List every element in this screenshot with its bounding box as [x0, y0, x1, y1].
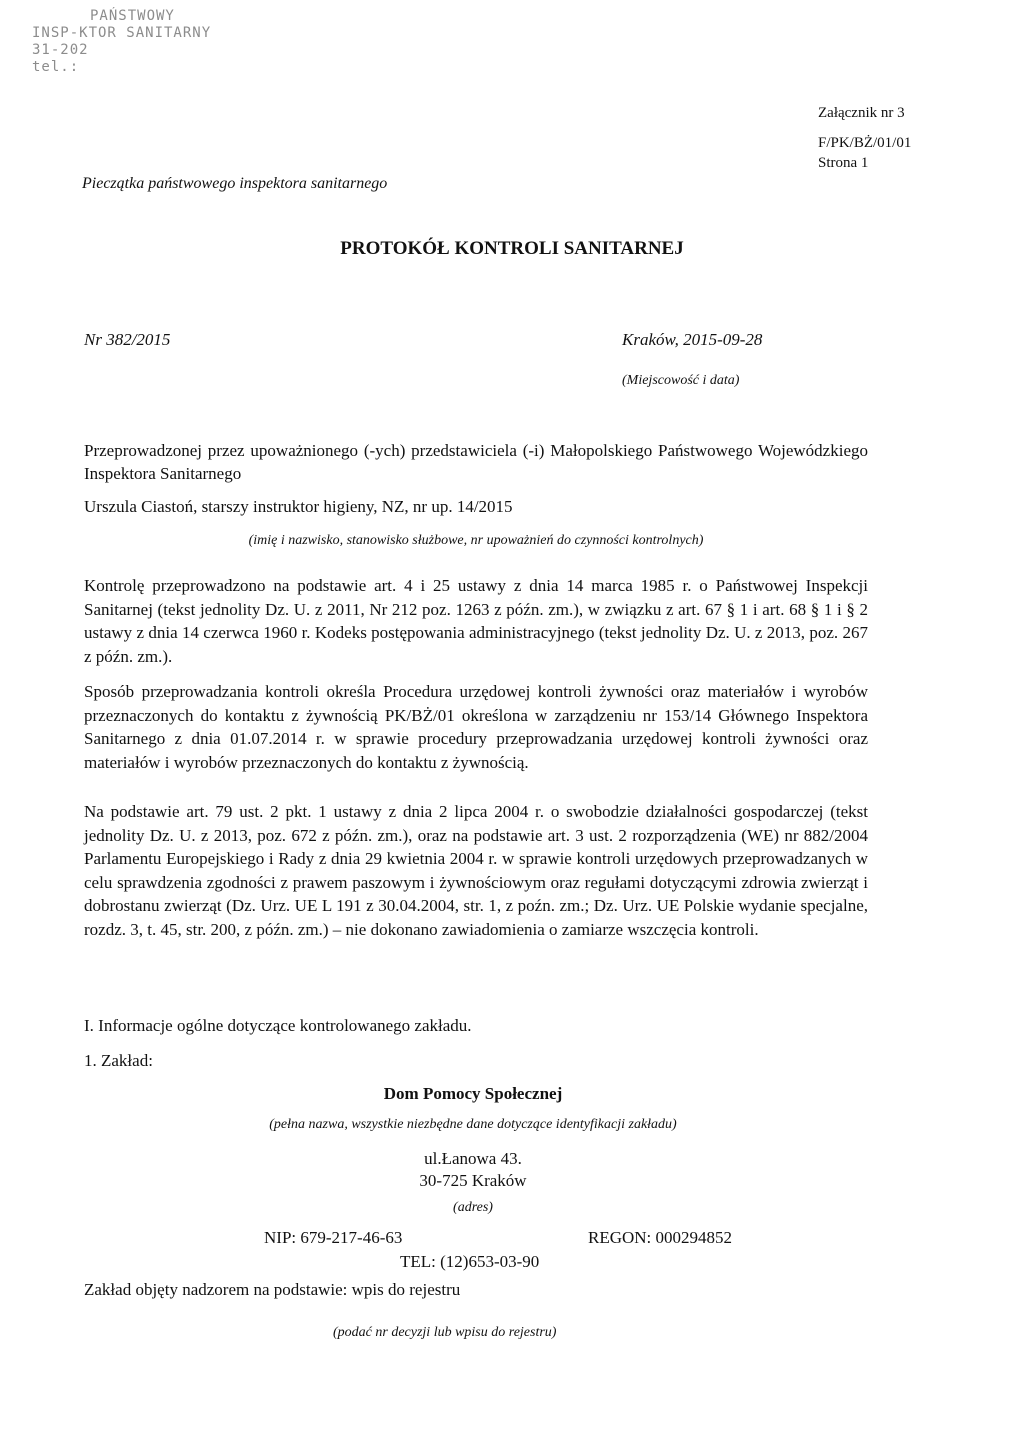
- document-header: [818, 102, 911, 172]
- stamp-caption: Pieczątka państwowego inspektora sanitarnego: [82, 175, 388, 192]
- page-label: Strona 1: [818, 155, 869, 171]
- facility-phone: TEL: (12)653-03-90: [400, 1252, 540, 1271]
- facility-nip: NIP: 679-217-46-63: [264, 1228, 403, 1247]
- notice-paragraph: Na podstawie art. 79 ust. 2 pkt. 1 ustawy z dnia 2 lipca 2004 r. o swobodzie działalności gospodarczej (tekst jednolity Dz. U. z 2013, poz. 672 z późn. zm.), oraz na podstawie art. 3 ust. 2 rozporządzenia (WE) nr 882/2004 Parlamentu Europejskiego i Rady z dnia 29 kwietnia 2004 r. w sprawie kontroli urzędowych przeprowadzanych w celu sprawdzenia zgodności z prawem paszowym i żywnościowym oraz regułami dotyczącymi zdrowia zwierząt i dobrostanu zwierząt (Dz. Urz. UE L 191 z 30.04.2004, str. 1, z poźn. zm.; Dz. Urz. UE Polskie wydanie specjalne, rozdz. 3, t. 45, str. 200, z późn. zm.) – nie dokonano zawiadomienia o zamiarze wszczęcia kontroli.: [84, 802, 868, 939]
- supervision-caption: (podać nr decyzji lub wpisu do rejestru): [333, 1325, 557, 1340]
- supervision-basis: Zakład objęty nadzorem na podstawie: wpis do rejestru: [84, 1280, 461, 1299]
- address-caption: (adres): [453, 1200, 493, 1215]
- inspector-intro: Przeprowadzonej przez upoważnionego (-ych) przedstawiciela (-i) Małopolskiego Państwowego Wojewódzkiego Inspektora Sanitarnego: [84, 441, 868, 483]
- protocol-number: Nr 382/2015: [84, 330, 171, 349]
- stamp-line: PAŃSTWOWY: [90, 8, 175, 24]
- legal-basis-paragraph: Kontrolę przeprowadzono na podstawie art. 4 i 25 ustawy z dnia 14 marca 1985 r. o Państwowej Inspekcji Sanitarnej (tekst jednolity Dz. U. z 2011, Nr 212 poz. 1263 z późn. zm.), w związku z art. 67 § 1 i art. 68 § 1 i § 2 ustawy z dnia 14 czerwca 1960 r. Kodeks postępowania administracyjnego (tekst jednolity Dz. U. z 2013, poz. 267 z późn. zm.).: [84, 576, 868, 666]
- place-date-caption: (Miejscowość i data): [622, 373, 740, 388]
- facility-address: [0, 1148, 946, 1192]
- section-heading: I. Informacje ogólne dotyczące kontrolowanego zakładu.: [84, 1016, 472, 1035]
- procedure-paragraph: Sposób przeprowadzania kontroli określa Procedura urzędowej kontroli żywności oraz materiałów i wyrobów przeznaczonych do kontaktu z żywnością PK/BŻ/01 określona w zarządzeniu nr 153/14 Głównego Inspektora Sanitarnego z dnia 01.07.2014 r. w sprawie procedury przeprowadzania urzędowej kontroli żywności oraz materiałów i wyrobów przeznaczonych do kontaktu z żywnością.: [84, 682, 868, 772]
- place-date: Kraków, 2015-09-28: [622, 330, 763, 349]
- official-stamp: [32, 8, 211, 76]
- facility-name: Dom Pomocy Społecznej: [383, 1084, 563, 1103]
- facility-name-block: [0, 1084, 946, 1104]
- facility-name-caption: (pełna nazwa, wszystkie niezbędne dane dotyczące identyfikacji zakładu): [269, 1117, 677, 1132]
- form-code: F/PK/BŻ/01/01: [818, 135, 912, 151]
- attachment-label: Załącznik nr 3: [818, 105, 905, 121]
- stamp-line: 31-202: [32, 42, 89, 58]
- stamp-line: INSP-KTOR SANITARNY: [32, 25, 212, 41]
- facility-regon: REGON: 000294852: [588, 1228, 733, 1247]
- inspector-person: Urszula Ciastoń, starszy instruktor higieny, NZ, nr up. 14/2015: [84, 497, 513, 516]
- facility-item-label: 1. Zakład:: [84, 1051, 153, 1070]
- stamp-line: tel.:: [32, 59, 80, 75]
- facility-street: ul.Łanowa 43.: [424, 1149, 522, 1168]
- page-title: PROTOKÓŁ KONTROLI SANITARNEJ: [340, 238, 684, 259]
- inspector-caption: (imię i nazwisko, stanowisko służbowe, nr upoważnień do czynności kontrolnych): [248, 533, 704, 548]
- facility-city: 30-725 Kraków: [419, 1171, 527, 1190]
